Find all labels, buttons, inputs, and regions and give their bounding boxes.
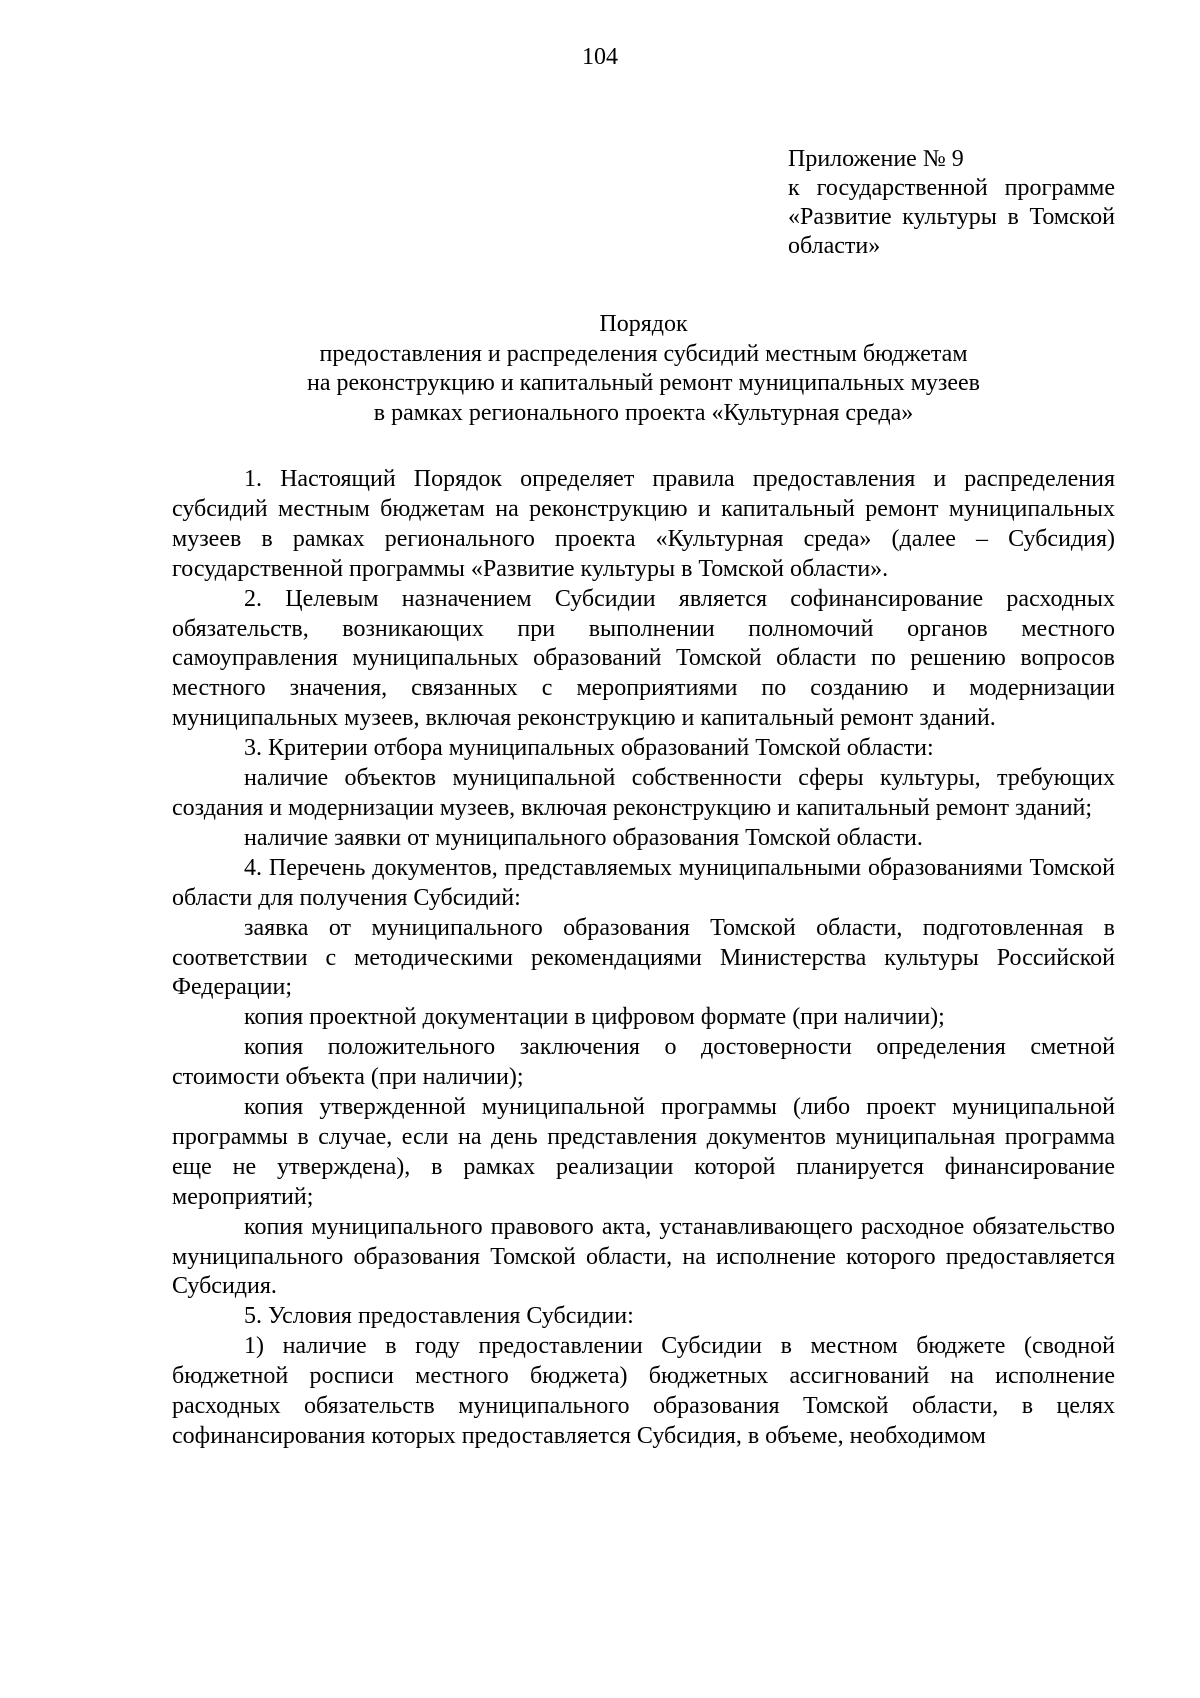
paragraph: 4. Перечень документов, представляемых муниципальными образованиями Томской области для получения Субсидий: xyxy=(172,854,1115,911)
title-line-4: в рамках регионального проекта «Культурная среда» xyxy=(373,399,914,426)
paragraph: 2. Целевым назначением Субсидии является софинансирование расходных обязательств, возникающих при выполнении полномочий органов местного самоуправления муниципальных образований Томской области по решению вопросов местного значения, связанных с мероприятиями по созданию и модернизации муниципальных музеев, включая реконструкцию и капитальный ремонт зданий. xyxy=(172,585,1115,732)
page-number: 104 xyxy=(582,44,618,70)
paragraph: копия положительного заключения о достоверности определения сметной стоимости объекта (при наличии); xyxy=(172,1034,1115,1091)
appendix-line-3: «Развитие культуры в Томской xyxy=(788,204,1115,230)
document-title xyxy=(172,310,1115,428)
appendix-header xyxy=(788,145,1115,261)
paragraph: 5. Условия предоставления Субсидии: xyxy=(244,1303,634,1330)
paragraph: 1) наличие в году предоставлении Субсидии в местном бюджете (сводной бюджетной росписи местного бюджета) бюджетных ассигнований на исполнение расходных обязательств муниципального образования Томской области, в целях софинансирования которых предоставляется Субсидия, в объеме, необходимом xyxy=(172,1333,1115,1449)
paragraph: копия проектной документации в цифровом формате (при наличии); xyxy=(244,1004,945,1031)
appendix-line-2: к государственной программе xyxy=(788,175,1115,201)
paragraph: 3. Критерии отбора муниципальных образований Томской области: xyxy=(244,735,934,762)
paragraph: наличие объектов муниципальной собственности сферы культуры, требующих создания и модернизации музеев, включая реконструкцию и капитальный ремонт зданий; xyxy=(172,765,1115,821)
appendix-line-1: Приложение № 9 xyxy=(788,146,964,172)
paragraph: наличие заявки от муниципального образования Томской области. xyxy=(244,824,923,851)
paragraph: копия утвержденной муниципальной программы (либо проект муниципальной программы в случае, если на день представления документов муниципальная программа еще не утверждена), в рамках реализации которой планируется финансирование мероприятий; xyxy=(172,1094,1115,1210)
paragraph: заявка от муниципального образования Томской области, подготовленная в соответствии с методическими рекомендациями Министерства культуры Российской Федерации; xyxy=(172,914,1115,1001)
paragraph: копия муниципального правового акта, устанавливающего расходное обязательство муниципального образования Томской области, на исполнение которого предоставляется Субсидия. xyxy=(172,1213,1115,1300)
title-line-2: предоставления и распределения субсидий местным бюджетам xyxy=(319,340,968,367)
paragraph: 1. Настоящий Порядок определяет правила предоставления и распределения субсидий местным бюджетам на реконструкцию и капитальный ремонт муниципальных музеев в рамках регионального проекта «Культурная среда» (далее – Субсидия) государственной программы «Развитие культуры в Томской области». xyxy=(172,466,1115,582)
title-line-3: на реконструкцию и капитальный ремонт муниципальных музеев xyxy=(306,370,980,396)
document-body xyxy=(172,465,1115,1452)
title-line-1: Порядок xyxy=(599,311,688,337)
appendix-line-4: области» xyxy=(788,233,881,259)
